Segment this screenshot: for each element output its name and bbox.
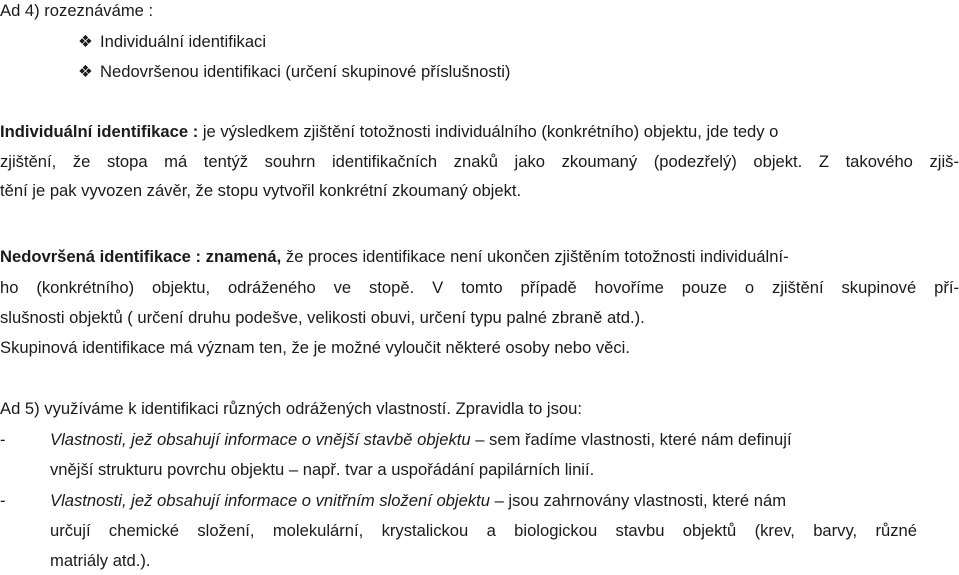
list-item-internal-line-3: matriály atd.). <box>50 551 151 570</box>
dash-bullet: - <box>0 491 6 510</box>
individual-paragraph-line-2: zjištění, že stopa má tentýž souhrn identifikačních znaků jako zkoumaný (podezřelý) objekt. Z takového zjiš- <box>0 152 959 171</box>
dash-bullet: - <box>0 430 6 449</box>
diamond-bullet-icon: ❖ <box>78 32 93 51</box>
incomplete-paragraph-line-1: Nedovršená identifikace : znamená, že proces identifikace není ukončen zjištěním totožnosti individuální- <box>0 247 789 266</box>
incomplete-paragraph-line-4: Skupinová identifikace má význam ten, že je možné vyloučit některé osoby nebo věci. <box>0 338 630 357</box>
incomplete-paragraph-line-2: ho (konkrétního) objektu, odráženého ve stopě. V tomto případě hovoříme pouze o zjištění skupinové pří- <box>0 278 959 297</box>
list-item-internal-line-2: určují chemické složení, molekulární, krystalickou a biologickou stavbu objektů (krev, barvy, různé <box>50 521 917 540</box>
term-individual: Individuální identifikace : <box>0 122 199 141</box>
diamond-bullet-icon: ❖ <box>78 62 93 81</box>
bullet-item-incomplete <box>78 57 959 86</box>
heading-ad5: Ad 5) využíváme k identifikaci různých odrážených vlastností. Zpravidla to jsou: <box>0 399 582 418</box>
internal-italic: Vlastnosti, jež obsahují informace o vnitřním složení objektu <box>50 491 490 510</box>
incomplete-paragraph-line-3: slušnosti objektů ( určení druhu podešve, velikosti obuvi, určení typu palné zbraně atd.). <box>0 308 645 327</box>
bullet-text: Individuální identifikaci <box>100 32 267 51</box>
bullet-text: Nedovršenou identifikaci (určení skupinové příslušnosti) <box>100 62 511 81</box>
heading-ad4: Ad 4) rozeznáváme : <box>0 1 154 20</box>
list-item-internal-line-1: - Vlastnosti, jež obsahují informace o vnitřním složení objektu – jsou zahrnovány vlastnosti, které nám <box>0 486 959 515</box>
term-incomplete: Nedovršená identifikace : znamená, <box>0 247 282 266</box>
external-italic: Vlastnosti, jež obsahují informace o vnější stavbě objektu <box>50 430 471 449</box>
individual-paragraph-line-3: tění je pak vyvozen závěr, že stopu vytvořil konkrétní zkoumaný objekt. <box>0 181 522 200</box>
list-item-external-line-1: - Vlastnosti, jež obsahují informace o vnější stavbě objektu – sem řadíme vlastnosti, které nám definují <box>0 425 959 454</box>
list-item-external-line-2: vnější strukturu povrchu objektu – např. tvar a uspořádání papilárních linií. <box>50 460 595 479</box>
individual-paragraph-line-1: Individuální identifikace : je výsledkem zjištění totožnosti individuálního (konkrétního) objektu, jde tedy o <box>0 122 779 141</box>
bullet-item-individual <box>78 27 959 56</box>
